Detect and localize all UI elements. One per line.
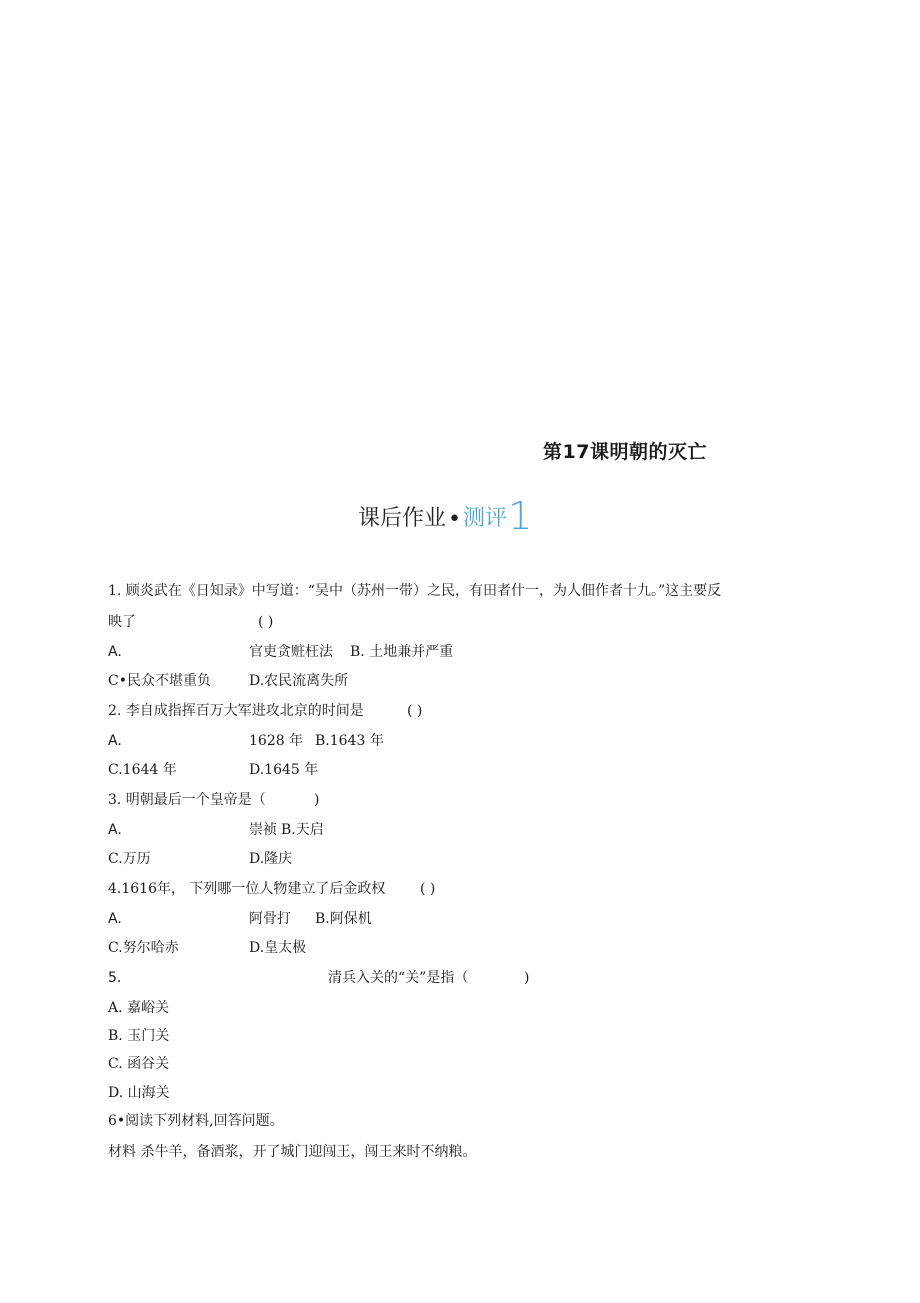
q2-option-a: 1628 年 bbox=[249, 733, 304, 749]
q3-stem: 3. 明朝最后一个皇帝是（ bbox=[108, 792, 266, 808]
section-heading bbox=[358, 494, 533, 538]
q3-option-c: C.万历 bbox=[108, 851, 151, 867]
q1-option-d: D.农民流离失所 bbox=[249, 673, 349, 689]
q5-number: 5. bbox=[108, 970, 122, 986]
q1-option-a: 官吏贪赃枉法 bbox=[249, 644, 333, 660]
q2-option-a-label: A. bbox=[108, 733, 122, 749]
q4-stem: 4.1616年， 下列哪一位人物建立了后金政权 bbox=[108, 881, 386, 897]
q1-option-c: C•民众不堪重负 bbox=[108, 673, 211, 689]
q2-option-b: B.1643 年 bbox=[315, 733, 384, 749]
q3-option-d: D.隆庆 bbox=[249, 851, 293, 867]
q3-answer-paren-close: ) bbox=[314, 792, 320, 808]
q4-option-d: D.皇太极 bbox=[249, 940, 307, 956]
q5-option-a: A. 嘉峪关 bbox=[108, 1000, 170, 1016]
lesson-title: 第17课明朝的灭亡 bbox=[543, 441, 707, 463]
q4-option-c: C.努尔哈赤 bbox=[108, 940, 179, 956]
q5-option-b: B. 玉门关 bbox=[108, 1028, 170, 1044]
heading-part-assessment: 测评 bbox=[463, 506, 508, 531]
q5-stem: 清兵入关的“关”是指（ bbox=[328, 970, 469, 986]
q2-option-c: C.1644 年 bbox=[108, 762, 177, 778]
q1-stem-line1: 1. 顾炎武在《日知录》中写道：“吴中（苏州一带）之民，有田者什一，为人佃作者十九。”这主要反 bbox=[108, 583, 722, 599]
q2-answer-paren: ( ) bbox=[407, 703, 423, 719]
q2-option-d: D.1645 年 bbox=[249, 762, 319, 778]
q1-option-b: B. 土地兼并严重 bbox=[350, 644, 454, 660]
q3-option-b: B.天启 bbox=[281, 822, 324, 838]
q5-answer-paren-close: ) bbox=[524, 970, 530, 986]
heading-number: 1 bbox=[508, 494, 533, 538]
q4-option-b: B.阿保机 bbox=[315, 911, 372, 927]
q2-stem: 2. 李自成指挥百万大军进攻北京的时间是 bbox=[108, 703, 364, 719]
heading-dot: • bbox=[448, 507, 461, 532]
q1-answer-paren: ( ) bbox=[258, 614, 274, 630]
q6-stem: 6•阅读下列材料,回答问题。 bbox=[108, 1113, 284, 1129]
q1-option-a-label: A. bbox=[108, 644, 122, 660]
q5-option-c: C. 函谷关 bbox=[108, 1056, 170, 1072]
heading-part-homework: 课后作业 bbox=[358, 506, 447, 531]
q4-option-a: 阿骨打 bbox=[249, 911, 291, 927]
q6-material: 材料 杀牛羊，备酒浆，开了城门迎闯王，闯王来时不纳粮。 bbox=[108, 1144, 477, 1160]
q3-option-a-label: A. bbox=[108, 822, 122, 838]
q3-option-a: 崇祯 bbox=[249, 822, 277, 838]
q4-answer-paren: ( ) bbox=[420, 881, 436, 897]
q4-option-a-label: A. bbox=[108, 911, 122, 927]
q5-option-d: D. 山海关 bbox=[108, 1085, 170, 1101]
q1-stem-line2: 映了 bbox=[108, 614, 136, 630]
